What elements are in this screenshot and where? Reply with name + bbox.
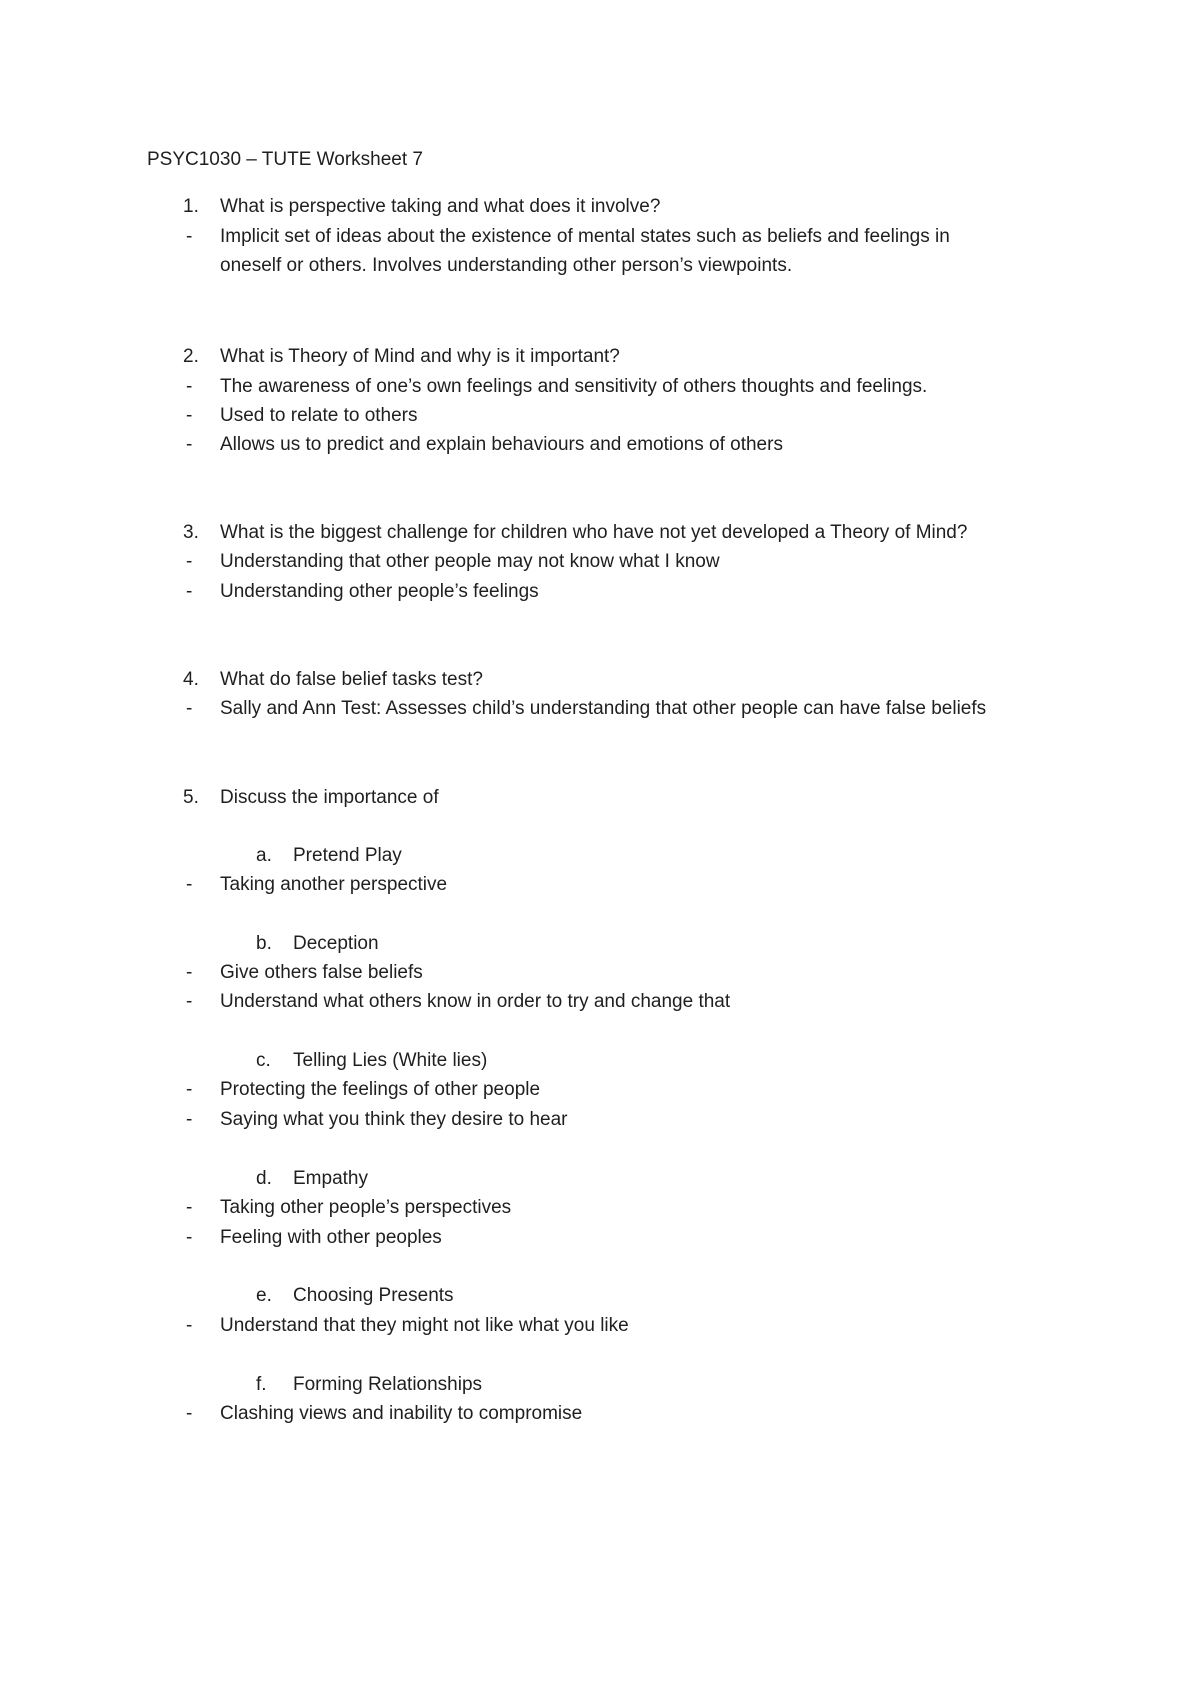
- bullet-dash: -: [186, 1315, 193, 1336]
- subquestion-text: Forming Relationships: [293, 1374, 483, 1395]
- bullet-dash: -: [186, 551, 193, 572]
- answer-line: Clashing views and inability to compromise: [220, 1403, 583, 1424]
- subquestion-letter: b.: [256, 933, 272, 954]
- bullet-dash: -: [186, 874, 193, 895]
- question-3-text: What is the biggest challenge for children who have not yet developed a Theory of Mind?: [220, 522, 968, 543]
- question-1-text: What is perspective taking and what does it involve?: [220, 196, 661, 217]
- bullet-dash: -: [186, 1403, 193, 1424]
- answer-line: Taking another perspective: [220, 874, 448, 895]
- question-1-number: 1.: [183, 196, 199, 217]
- question-4-text: What do false belief tasks test?: [220, 669, 483, 690]
- bullet-dash: -: [186, 991, 193, 1012]
- bullet-dash: -: [186, 1197, 193, 1218]
- answer-line: Used to relate to others: [220, 405, 418, 426]
- answer-line: Sally and Ann Test: Assesses child’s understanding that other people can have false beliefs: [220, 698, 987, 719]
- subquestion-text: Deception: [293, 933, 379, 954]
- answer-line: Allows us to predict and explain behaviours and emotions of others: [220, 434, 783, 455]
- bullet-dash: -: [186, 581, 193, 602]
- question-2-text: What is Theory of Mind and why is it important?: [220, 346, 620, 367]
- answer-line: Understand that they might not like what you like: [220, 1315, 629, 1336]
- answer-line: Implicit set of ideas about the existence of mental states such as beliefs and feelings in: [220, 226, 950, 247]
- bullet-dash: -: [186, 405, 193, 426]
- subquestion-letter: f.: [256, 1374, 267, 1395]
- subquestion-text: Pretend Play: [293, 845, 402, 866]
- subquestion-text: Choosing Presents: [293, 1285, 454, 1306]
- question-4-number: 4.: [183, 669, 199, 690]
- bullet-dash: -: [186, 226, 193, 247]
- subquestion-letter: d.: [256, 1168, 272, 1189]
- subquestion-text: Empathy: [293, 1168, 368, 1189]
- question-3-number: 3.: [183, 522, 199, 543]
- subquestion-letter: e.: [256, 1285, 272, 1306]
- bullet-dash: -: [186, 1079, 193, 1100]
- answer-line: Feeling with other peoples: [220, 1227, 442, 1248]
- answer-line: The awareness of one’s own feelings and sensitivity of others thoughts and feelings.: [220, 376, 928, 397]
- answer-line: oneself or others. Involves understanding other person’s viewpoints.: [220, 255, 793, 276]
- answer-line: Understanding other people’s feelings: [220, 581, 539, 602]
- answer-line: Understand what others know in order to try and change that: [220, 991, 731, 1012]
- bullet-dash: -: [186, 434, 193, 455]
- question-5-text: Discuss the importance of: [220, 787, 439, 808]
- question-5-number: 5.: [183, 787, 199, 808]
- bullet-dash: -: [186, 1109, 193, 1130]
- question-2-number: 2.: [183, 346, 199, 367]
- page-title: PSYC1030 – TUTE Worksheet 7: [147, 149, 423, 170]
- answer-line: Give others false beliefs: [220, 962, 423, 983]
- bullet-dash: -: [186, 962, 193, 983]
- answer-line: Understanding that other people may not know what I know: [220, 551, 720, 572]
- answer-line: Taking other people’s perspectives: [220, 1197, 512, 1218]
- answer-line: Protecting the feelings of other people: [220, 1079, 541, 1100]
- answer-line: Saying what you think they desire to hear: [220, 1109, 568, 1130]
- subquestion-letter: a.: [256, 845, 272, 866]
- bullet-dash: -: [186, 698, 193, 719]
- subquestion-text: Telling Lies (White lies): [293, 1050, 488, 1071]
- bullet-dash: -: [186, 1227, 193, 1248]
- subquestion-letter: c.: [256, 1050, 271, 1071]
- bullet-dash: -: [186, 376, 193, 397]
